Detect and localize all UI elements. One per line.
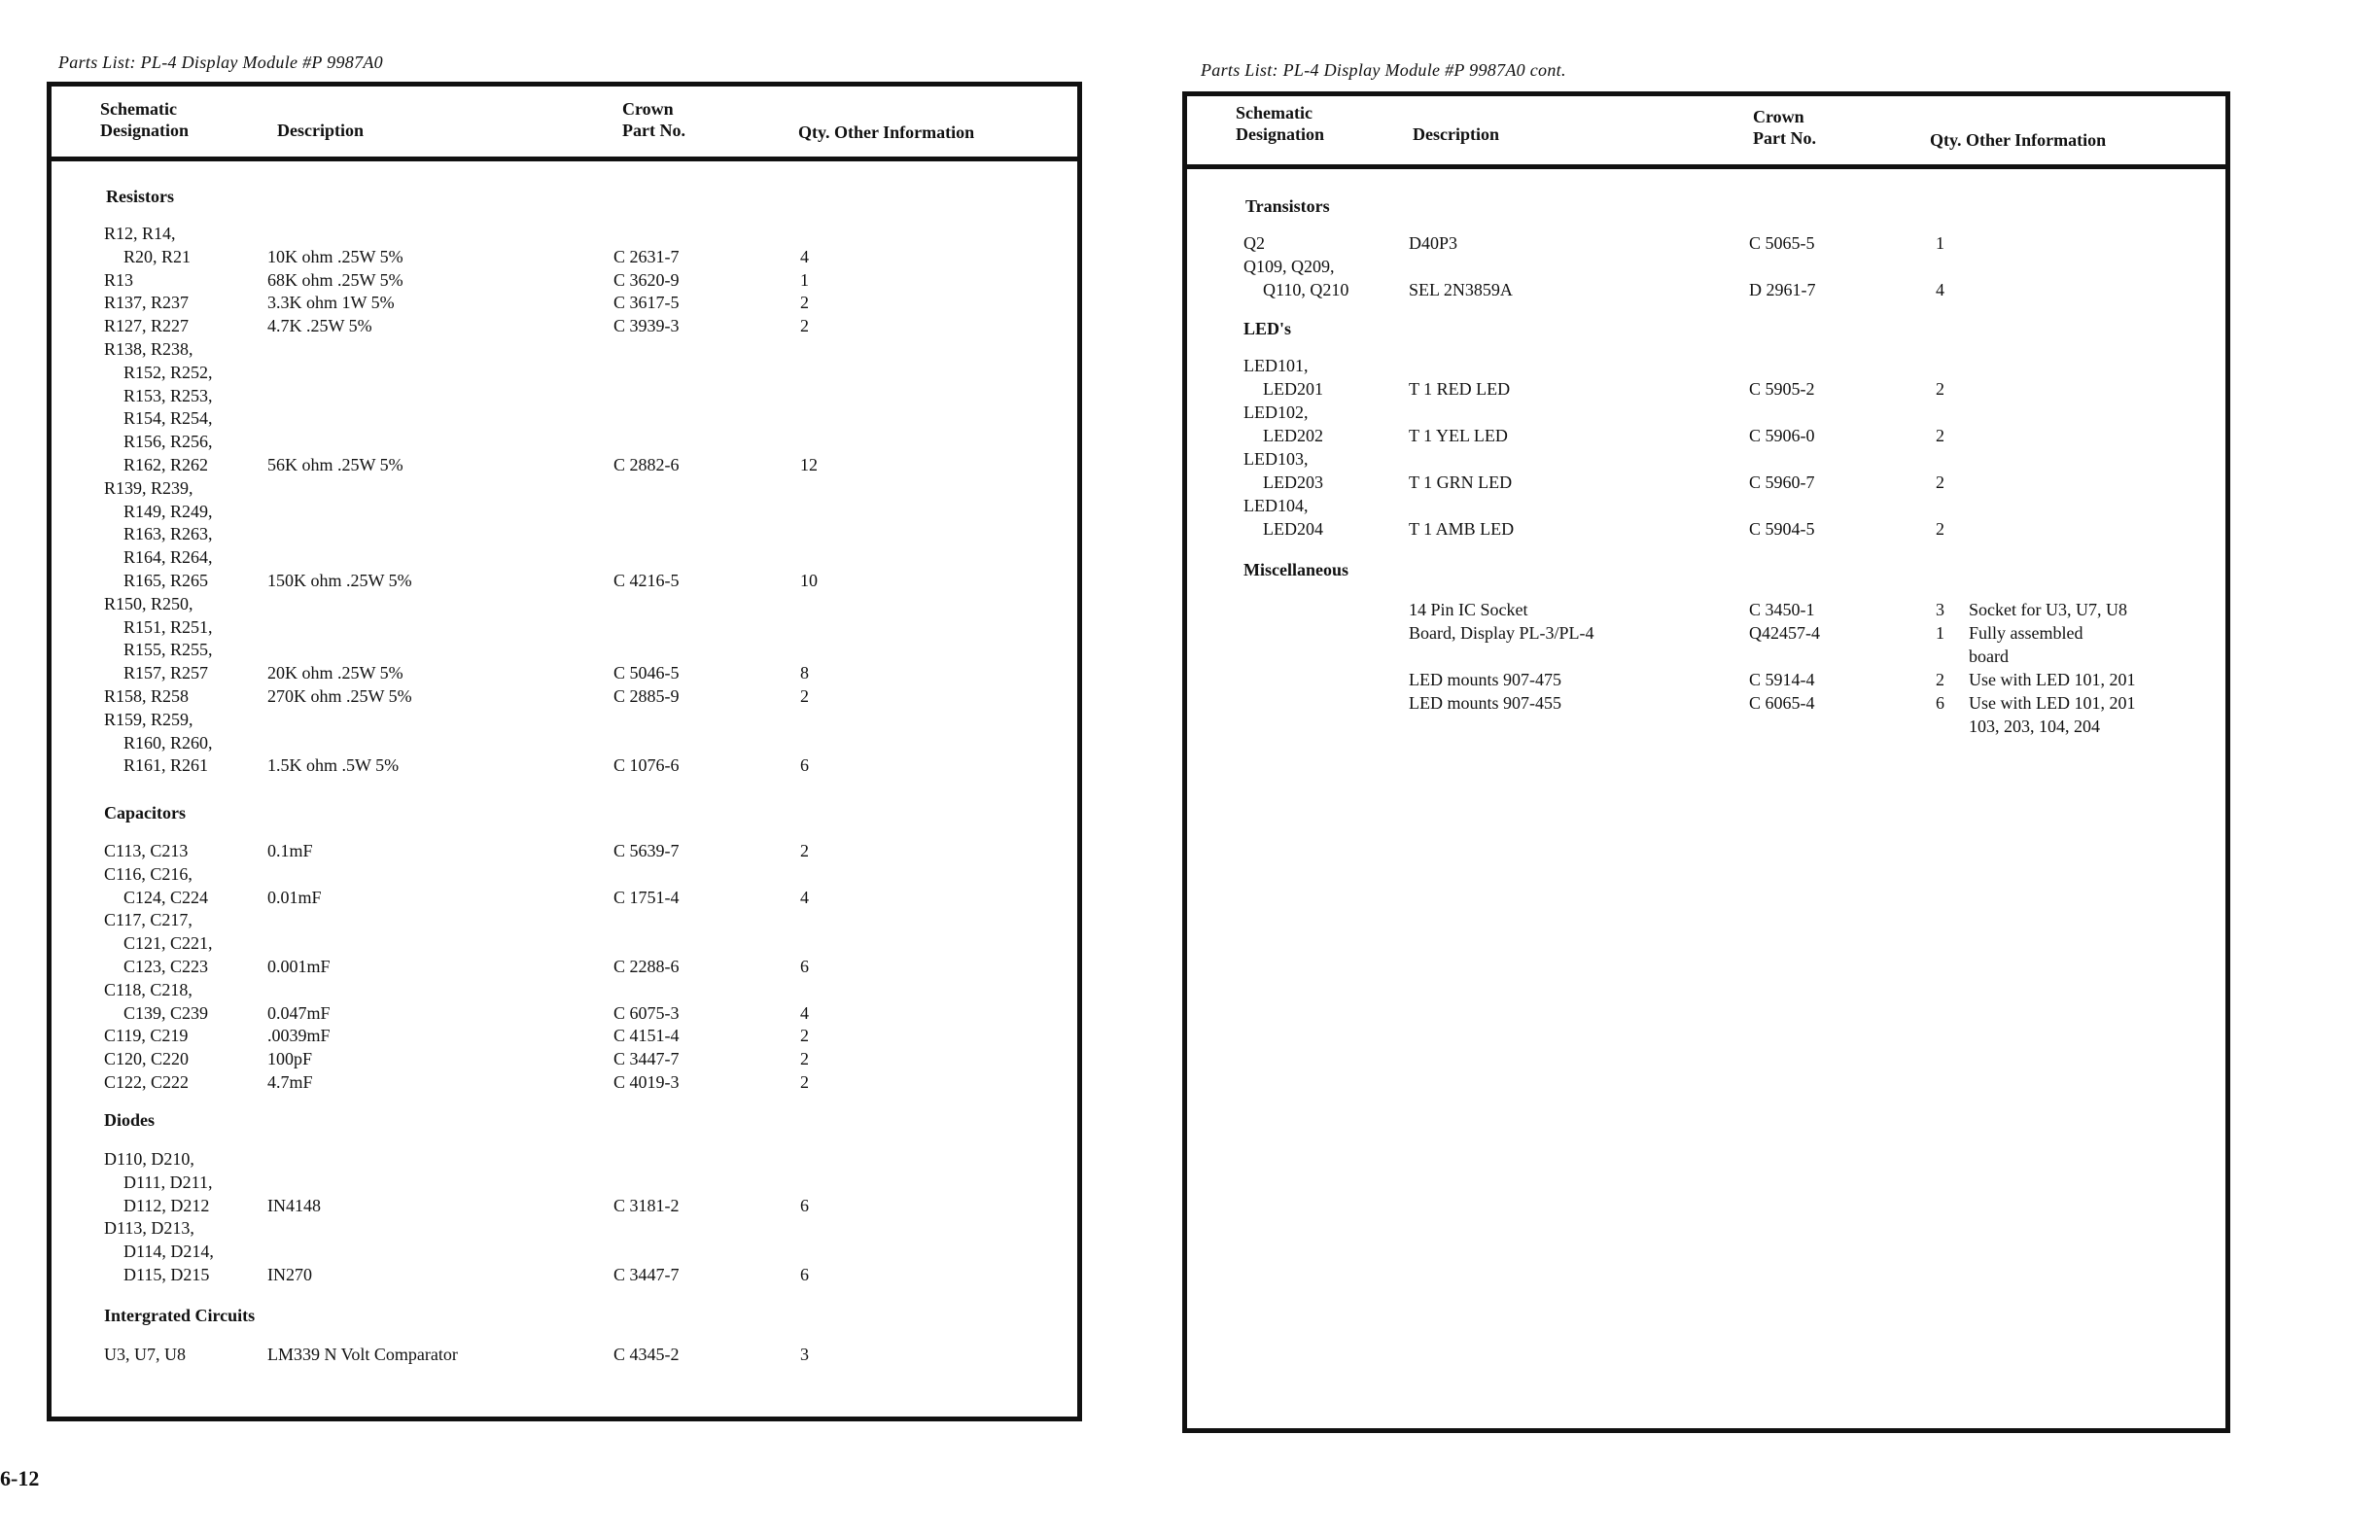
quantity: 2	[800, 1072, 809, 1092]
schematic-designation: LED103,	[1243, 449, 1309, 469]
other-information: Fully assembled	[1969, 623, 2083, 643]
left-caption: Parts List: PL-4 Display Module #P 9987A0	[58, 52, 383, 72]
section-heading: Diodes	[104, 1110, 156, 1130]
schematic-designation: R159, R259,	[104, 709, 193, 729]
crown-part-number: C 3620-9	[613, 269, 680, 290]
crown-part-number: C 2882-6	[613, 455, 680, 474]
header-qty-other: Qty. Other Information	[798, 122, 975, 142]
crown-part-number: C 5639-7	[613, 841, 680, 860]
quantity: 12	[800, 455, 818, 474]
other-information: board	[1969, 647, 2009, 666]
crown-part-number: C 2631-7	[613, 246, 680, 266]
crown-part-number: Q42457-4	[1749, 623, 1820, 643]
section-heading: Resistors	[106, 187, 174, 206]
page-number: 6-12	[0, 1466, 40, 1490]
quantity: 1	[1936, 623, 1944, 643]
crown-part-number: C 5904-5	[1749, 519, 1815, 539]
part-description: Board, Display PL-3/PL-4	[1409, 623, 1594, 643]
quantity: 6	[800, 1265, 809, 1284]
schematic-designation: R139, R239,	[104, 477, 193, 498]
quantity: 2	[1936, 472, 1944, 492]
part-description: SEL 2N3859A	[1409, 280, 1513, 299]
part-description: 14 Pin IC Socket	[1409, 600, 1528, 619]
schematic-designation: R161, R261	[123, 755, 209, 776]
schematic-designation: R20, R21	[123, 246, 192, 266]
schematic-designation: R13	[104, 269, 134, 290]
part-description: 20K ohm .25W 5%	[267, 663, 403, 683]
part-description: 0.001mF	[267, 957, 331, 976]
quantity: 2	[800, 841, 809, 860]
quantity: 3	[1936, 600, 1944, 619]
quantity: 2	[800, 686, 809, 706]
schematic-designation: C139, C239	[123, 1002, 209, 1023]
part-description: 0.1mF	[267, 841, 313, 860]
crown-part-number: C 3447-7	[613, 1265, 680, 1284]
schematic-designation: D113, D213,	[104, 1218, 194, 1239]
schematic-designation: C123, C223	[123, 957, 209, 976]
schematic-designation: R164, R264,	[123, 547, 213, 568]
quantity: 2	[1936, 519, 1944, 539]
header-schematic-line2: Designation	[100, 121, 190, 140]
quantity: 2	[1936, 670, 1944, 689]
quantity: 10	[800, 571, 818, 590]
schematic-designation: R137, R237	[104, 293, 190, 313]
part-description: 3.3K ohm 1W 5%	[267, 293, 395, 313]
crown-part-number: C 2288-6	[613, 957, 680, 976]
schematic-designation: R162, R262	[123, 455, 209, 474]
schematic-designation: R154, R254,	[123, 408, 213, 429]
part-description: LM339 N Volt Comparator	[267, 1345, 458, 1364]
quantity: 4	[800, 246, 809, 266]
quantity: 2	[800, 316, 809, 336]
part-description: IN270	[267, 1265, 312, 1284]
section-heading: Capacitors	[104, 803, 186, 822]
other-information: Socket for U3, U7, U8	[1969, 600, 2127, 619]
quantity: 1	[800, 269, 809, 290]
right-caption: Parts List: PL-4 Display Module #P 9987A0 cont.	[1201, 60, 1566, 80]
part-description: T 1 GRN LED	[1409, 472, 1513, 492]
right-parts-table	[1182, 91, 2230, 1433]
part-description: T 1 RED LED	[1409, 379, 1511, 399]
schematic-designation: LED104,	[1243, 496, 1309, 515]
crown-part-number: D 2961-7	[1749, 280, 1816, 299]
section-heading: Transistors	[1245, 196, 1330, 216]
header-qty-other: Qty. Other Information	[1930, 130, 2107, 150]
quantity: 6	[1936, 693, 1944, 713]
crown-part-number: C 4151-4	[613, 1026, 680, 1046]
schematic-designation: D110, D210,	[104, 1149, 194, 1169]
right-table-header	[1187, 96, 2225, 169]
part-description: 4.7K .25W 5%	[267, 316, 372, 336]
crown-part-number: C 3450-1	[1749, 600, 1815, 619]
quantity: 4	[800, 1002, 809, 1023]
crown-part-number: C 6065-4	[1749, 693, 1815, 713]
schematic-designation: R160, R260,	[123, 732, 213, 752]
schematic-designation: LED204	[1263, 519, 1323, 539]
quantity: 8	[800, 663, 809, 683]
schematic-designation: LED203	[1263, 472, 1323, 492]
section-heading: Miscellaneous	[1243, 560, 1348, 579]
part-description: 150K ohm .25W 5%	[267, 571, 412, 590]
left-table-header	[52, 87, 1077, 161]
part-description: 0.01mF	[267, 887, 322, 907]
crown-part-number: C 3181-2	[613, 1195, 680, 1215]
schematic-designation: R151, R251,	[123, 616, 213, 637]
other-information: 103, 203, 104, 204	[1969, 717, 2100, 736]
crown-part-number: C 3617-5	[613, 293, 680, 313]
schematic-designation: R155, R255,	[123, 640, 213, 660]
schematic-designation: R12, R14,	[104, 224, 176, 243]
part-description: D40P3	[1409, 233, 1458, 253]
schematic-designation: C117, C217,	[104, 910, 192, 930]
quantity: 6	[800, 755, 809, 776]
schematic-designation: LED102,	[1243, 402, 1309, 422]
schematic-designation: D114, D214,	[123, 1242, 214, 1262]
schematic-designation: R158, R258	[104, 686, 190, 706]
schematic-designation: R156, R256,	[123, 432, 213, 452]
header-crown-line2: Part No.	[622, 121, 685, 140]
schematic-designation: R150, R250,	[104, 593, 193, 613]
crown-part-number: C 6075-3	[613, 1002, 680, 1023]
schematic-designation: C122, C222	[104, 1072, 190, 1092]
schematic-designation: D111, D211,	[123, 1172, 213, 1192]
part-description: 100pF	[267, 1049, 313, 1069]
quantity: 2	[800, 1049, 809, 1069]
section-heading: LED's	[1243, 319, 1292, 338]
header-description: Description	[277, 121, 364, 140]
other-information: Use with LED 101, 201	[1969, 693, 2136, 713]
part-description: 1.5K ohm .5W 5%	[267, 755, 400, 776]
quantity: 2	[1936, 379, 1944, 399]
schematic-designation: D115, D215	[123, 1265, 210, 1284]
part-description: 10K ohm .25W 5%	[267, 246, 403, 266]
header-crown-line2: Part No.	[1753, 128, 1816, 148]
crown-part-number: C 2885-9	[613, 686, 680, 706]
crown-part-number: C 3939-3	[613, 316, 680, 336]
crown-part-number: C 4019-3	[613, 1072, 680, 1092]
section-heading: Intergrated Circuits	[104, 1306, 256, 1325]
part-description: .0039mF	[267, 1026, 331, 1046]
part-description: T 1 YEL LED	[1409, 426, 1508, 445]
schematic-designation: LED101,	[1243, 356, 1309, 375]
schematic-designation: R157, R257	[123, 663, 209, 683]
quantity: 2	[1936, 426, 1944, 445]
schematic-designation: Q109, Q209,	[1243, 257, 1335, 276]
quantity: 2	[800, 293, 809, 313]
crown-part-number: C 5960-7	[1749, 472, 1815, 492]
schematic-designation: C118, C218,	[104, 979, 192, 999]
crown-part-number: C 1076-6	[613, 755, 680, 776]
quantity: 6	[800, 1195, 809, 1215]
schematic-designation: R138, R238,	[104, 339, 193, 359]
other-information: Use with LED 101, 201	[1969, 670, 2136, 689]
schematic-designation: U3, U7, U8	[104, 1345, 186, 1364]
quantity: 1	[1936, 233, 1944, 253]
header-schematic-line2: Designation	[1236, 124, 1325, 144]
crown-part-number: C 5046-5	[613, 663, 680, 683]
header-crown-line1: Crown	[622, 99, 674, 119]
schematic-designation: C116, C216,	[104, 863, 192, 884]
schematic-designation: R152, R252,	[123, 362, 213, 382]
crown-part-number: C 5065-5	[1749, 233, 1815, 253]
schematic-designation: Q2	[1243, 233, 1265, 253]
part-description: 0.047mF	[267, 1002, 331, 1023]
part-description: LED mounts 907-475	[1409, 670, 1561, 689]
schematic-designation: R127, R227	[104, 316, 190, 336]
schematic-designation: R149, R249,	[123, 501, 213, 521]
schematic-designation: C120, C220	[104, 1049, 190, 1069]
schematic-designation: Q110, Q210	[1263, 280, 1349, 299]
schematic-designation: LED202	[1263, 426, 1323, 445]
crown-part-number: C 4345-2	[613, 1345, 680, 1364]
quantity: 2	[800, 1026, 809, 1046]
quantity: 6	[800, 957, 809, 976]
schematic-designation: C113, C213	[104, 841, 189, 860]
schematic-designation: C124, C224	[123, 887, 209, 907]
part-description: 68K ohm .25W 5%	[267, 269, 403, 290]
schematic-designation: R153, R253,	[123, 385, 213, 405]
crown-part-number: C 5905-2	[1749, 379, 1815, 399]
left-parts-table	[47, 82, 1082, 1421]
schematic-designation: C119, C219	[104, 1026, 189, 1046]
crown-part-number: C 5914-4	[1749, 670, 1815, 689]
crown-part-number: C 4216-5	[613, 571, 680, 590]
header-crown-line1: Crown	[1753, 107, 1804, 126]
part-description: 270K ohm .25W 5%	[267, 686, 412, 706]
schematic-designation: C121, C221,	[123, 933, 213, 954]
quantity: 3	[800, 1345, 809, 1364]
schematic-designation: D112, D212	[123, 1195, 210, 1215]
quantity: 4	[800, 887, 809, 907]
header-description: Description	[1413, 124, 1499, 144]
schematic-designation: R165, R265	[123, 571, 209, 590]
crown-part-number: C 3447-7	[613, 1049, 680, 1069]
header-schematic-line1: Schematic	[1236, 103, 1312, 122]
crown-part-number: C 5906-0	[1749, 426, 1815, 445]
part-description: IN4148	[267, 1195, 321, 1215]
part-description: 56K ohm .25W 5%	[267, 455, 403, 474]
part-description: LED mounts 907-455	[1409, 693, 1561, 713]
schematic-designation: LED201	[1263, 379, 1323, 399]
crown-part-number: C 1751-4	[613, 887, 680, 907]
header-schematic-line1: Schematic	[100, 99, 177, 119]
part-description: T 1 AMB LED	[1409, 519, 1515, 539]
part-description: 4.7mF	[267, 1072, 313, 1092]
quantity: 4	[1936, 280, 1944, 299]
schematic-designation: R163, R263,	[123, 524, 213, 544]
